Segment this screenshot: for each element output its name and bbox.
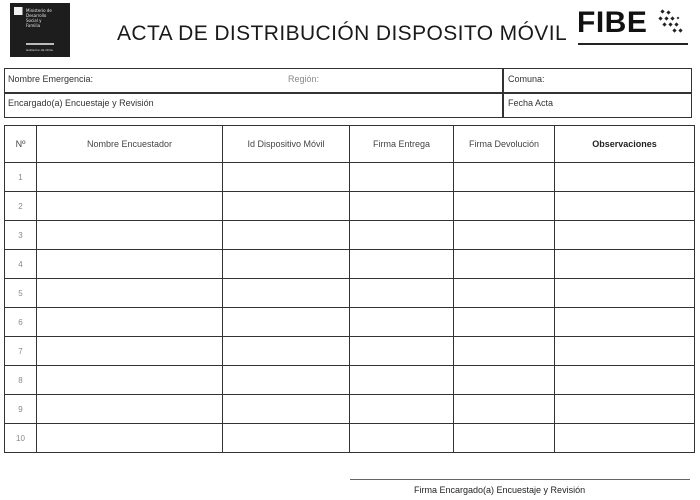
cell-observaciones[interactable] [555, 250, 695, 279]
cell-observaciones[interactable] [555, 366, 695, 395]
col-header-observaciones: Observaciones [555, 126, 695, 163]
cell-dispositivo[interactable] [223, 366, 350, 395]
logo-text-line: Desarrollo [26, 13, 47, 18]
cell-number: 3 [5, 221, 37, 250]
cell-firma-entrega[interactable] [350, 424, 454, 453]
cell-number: 9 [5, 395, 37, 424]
cell-firma-devolucion[interactable] [454, 163, 555, 192]
info-divider [502, 69, 504, 117]
cell-observaciones[interactable] [555, 308, 695, 337]
cell-dispositivo[interactable] [223, 192, 350, 221]
cell-observaciones[interactable] [555, 279, 695, 308]
cell-firma-devolucion[interactable] [454, 308, 555, 337]
cell-encuestador[interactable] [37, 366, 223, 395]
table-row [5, 366, 695, 395]
cell-observaciones[interactable] [555, 337, 695, 366]
table-row [5, 308, 695, 337]
cell-number: 5 [5, 279, 37, 308]
cell-firma-devolucion[interactable] [454, 279, 555, 308]
cell-encuestador[interactable] [37, 279, 223, 308]
cell-firma-entrega[interactable] [350, 366, 454, 395]
distribution-table [4, 125, 695, 453]
cell-number: 2 [5, 192, 37, 221]
cell-observaciones[interactable] [555, 192, 695, 221]
col-header-firma-devolucion: Firma Devolución [454, 126, 555, 163]
cell-encuestador[interactable] [37, 424, 223, 453]
col-header-number: Nº [5, 126, 37, 163]
cell-dispositivo[interactable] [223, 279, 350, 308]
emergencia-field[interactable]: Nombre Emergencia: [8, 74, 94, 84]
cell-firma-entrega[interactable] [350, 337, 454, 366]
cell-encuestador[interactable] [37, 250, 223, 279]
fibe-logo-icon [657, 8, 687, 38]
cell-dispositivo[interactable] [223, 424, 350, 453]
cell-dispositivo[interactable] [223, 395, 350, 424]
region-field[interactable]: Región: [288, 74, 320, 84]
cell-firma-entrega[interactable] [350, 192, 454, 221]
col-header-firma-entrega: Firma Entrega [350, 126, 454, 163]
cell-firma-devolucion[interactable] [454, 424, 555, 453]
cell-dispositivo[interactable] [223, 308, 350, 337]
table-row [5, 424, 695, 453]
cell-firma-entrega[interactable] [350, 308, 454, 337]
flag-icon [14, 7, 23, 15]
cell-number: 8 [5, 366, 37, 395]
logo-text-line: Ministerio de [26, 8, 52, 13]
cell-number: 7 [5, 337, 37, 366]
cell-dispositivo[interactable] [223, 337, 350, 366]
cell-encuestador[interactable] [37, 308, 223, 337]
cell-dispositivo[interactable] [223, 163, 350, 192]
cell-observaciones[interactable] [555, 424, 695, 453]
encargado-field[interactable]: Encargado(a) Encuestaje y Revisión [8, 98, 154, 108]
cell-number: 6 [5, 308, 37, 337]
table-row [5, 250, 695, 279]
table-row [5, 192, 695, 221]
cell-encuestador[interactable] [37, 163, 223, 192]
cell-encuestador[interactable] [37, 337, 223, 366]
cell-firma-entrega[interactable] [350, 221, 454, 250]
cell-firma-devolucion[interactable] [454, 250, 555, 279]
table-header-row [5, 126, 695, 163]
cell-encuestador[interactable] [37, 395, 223, 424]
cell-firma-entrega[interactable] [350, 279, 454, 308]
table-row [5, 395, 695, 424]
cell-firma-devolucion[interactable] [454, 395, 555, 424]
document-title: ACTA DE DISTRIBUCIÓN DISPOSITO MÓVIL [117, 22, 568, 45]
col-header-dispositivo: Id Dispositivo Móvil [223, 126, 350, 163]
signature-label: Firma Encargado(a) Encuestaje y Revisión [414, 485, 586, 495]
fecha-acta-field[interactable]: Fecha Acta [508, 98, 554, 108]
cell-firma-devolucion[interactable] [454, 221, 555, 250]
cell-firma-devolucion[interactable] [454, 192, 555, 221]
signature-line [350, 479, 690, 480]
logo-divider [26, 43, 54, 45]
logo-text-line: Social y [26, 18, 42, 23]
logo-text-line: Gobierno de Chile [26, 48, 53, 52]
cell-observaciones[interactable] [555, 395, 695, 424]
cell-firma-devolucion[interactable] [454, 366, 555, 395]
cell-encuestador[interactable] [37, 221, 223, 250]
cell-dispositivo[interactable] [223, 250, 350, 279]
ministry-logo [10, 3, 70, 57]
cell-number: 10 [5, 424, 37, 453]
table-row [5, 279, 695, 308]
logo-text-line: Familia [26, 23, 41, 28]
cell-firma-entrega[interactable] [350, 250, 454, 279]
table-row [5, 337, 695, 366]
cell-firma-entrega[interactable] [350, 395, 454, 424]
header-info-box [4, 68, 692, 118]
cell-firma-entrega[interactable] [350, 163, 454, 192]
cell-observaciones[interactable] [555, 221, 695, 250]
cell-number: 1 [5, 163, 37, 192]
table-row [5, 163, 695, 192]
cell-dispositivo[interactable] [223, 221, 350, 250]
table-row [5, 221, 695, 250]
cell-observaciones[interactable] [555, 163, 695, 192]
cell-encuestador[interactable] [37, 192, 223, 221]
brand-name: FIBE [577, 6, 648, 39]
cell-firma-devolucion[interactable] [454, 337, 555, 366]
brand-underline [578, 43, 688, 45]
comuna-field[interactable]: Comuna: [508, 74, 545, 84]
cell-number: 4 [5, 250, 37, 279]
col-header-encuestador: Nombre Encuestador [37, 126, 223, 163]
